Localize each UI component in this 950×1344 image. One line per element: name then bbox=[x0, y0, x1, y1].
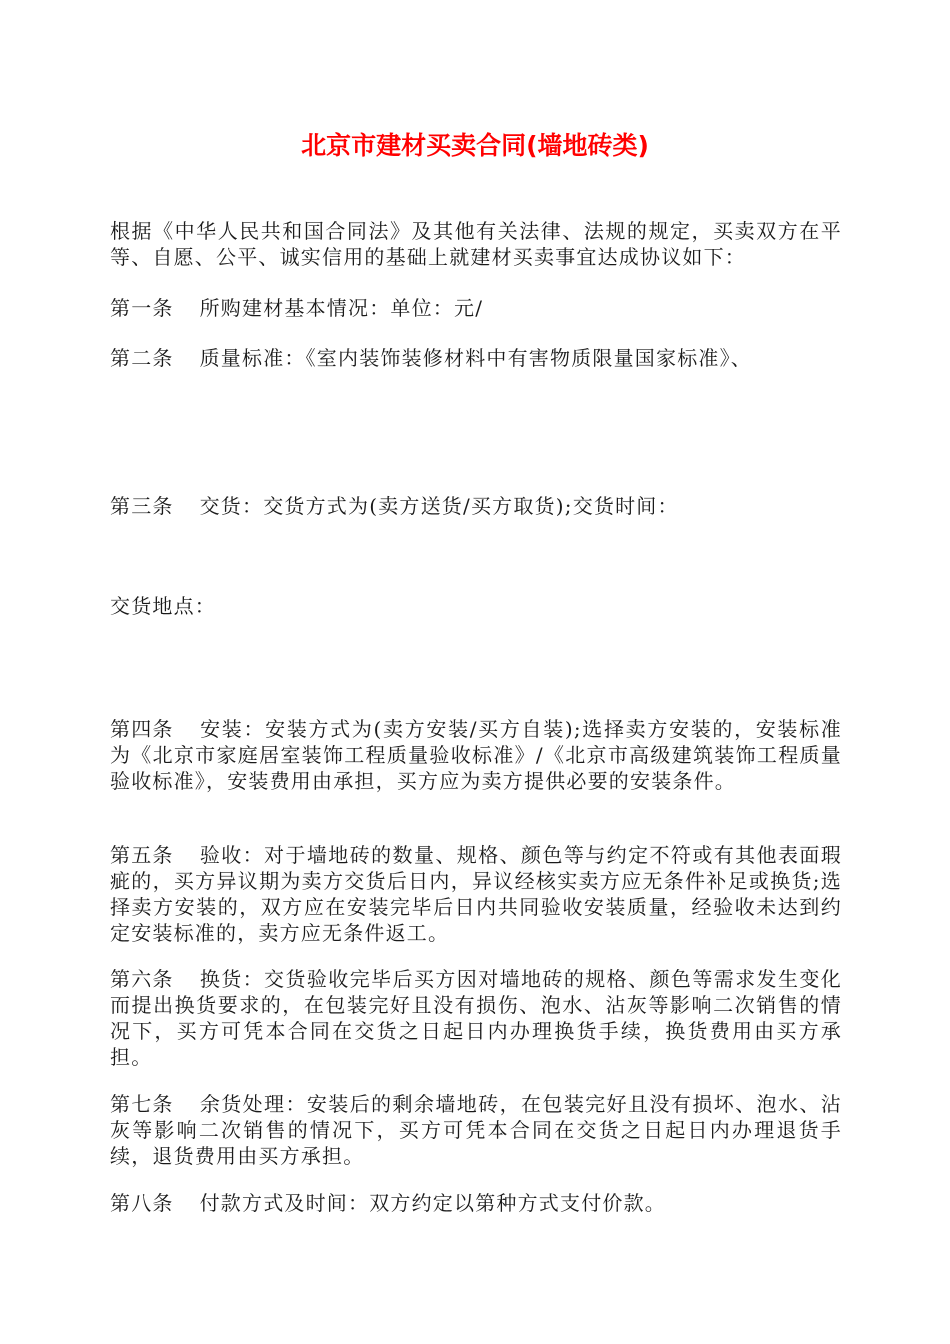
article-6 bbox=[110, 966, 842, 1070]
page-title: 北京市建材买卖合同(墙地砖类) bbox=[301, 131, 649, 160]
article-label: 第三条 bbox=[110, 494, 174, 518]
article-label: 第八条 bbox=[110, 1191, 174, 1215]
article-text: 换货：交货验收完毕后买方因对墙地砖的规格、颜色等需求发生变化而提出换货要求的，在包装完好且没有损伤、泡水、沾灰等影响二次销售的情况下，买方可凭本合同在交货之日起日内办理换货手续，换货费用由买方承担。 bbox=[110, 967, 842, 1069]
article-label: 第七条 bbox=[110, 1092, 174, 1116]
article-3 bbox=[110, 493, 842, 519]
article-text: 所购建材基本情况：单位：元/ bbox=[199, 296, 484, 320]
article-2 bbox=[110, 345, 842, 371]
preamble-paragraph: 根据《中华人民共和国合同法》及其他有关法律、法规的规定，买卖双方在平等、自愿、公平、诚实信用的基础上就建材买卖事宜达成协议如下： bbox=[110, 219, 842, 269]
article-text: 付款方式及时间：双方约定以第种方式支付价款。 bbox=[199, 1191, 667, 1215]
article-7 bbox=[110, 1091, 842, 1169]
article-text: 验收：对于墙地砖的数量、规格、颜色等与约定不符或有其他表面瑕疵的，买方异议期为卖方交货后日内，异议经核实卖方应无条件补足或换货;选择卖方安装的，双方应在安装完毕后日内共同验收安装质量，经验收未达到约定安装标准的，卖方应无条件返工。 bbox=[110, 843, 842, 945]
article-5 bbox=[110, 842, 842, 946]
article-label: 第五条 bbox=[110, 843, 174, 867]
article-label: 第一条 bbox=[110, 296, 174, 320]
delivery-location bbox=[110, 593, 842, 619]
article-4 bbox=[110, 716, 842, 794]
article-text: 交货：交货方式为(卖方送货/买方取货);交货时间： bbox=[199, 494, 679, 518]
article-label: 第六条 bbox=[110, 967, 174, 991]
article-text: 质量标准：《室内装饰装修材料中有害物质限量国家标准》、 bbox=[199, 346, 753, 370]
article-label: 第二条 bbox=[110, 346, 174, 370]
article-label: 第四条 bbox=[110, 717, 174, 741]
article-text: 安装：安装方式为(卖方安装/买方自装);选择卖方安装的，安装标准为《北京市家庭居室装饰工程质量验收标准》/《北京市高级建筑装饰工程质量验收标准》，安装费用由承担，买方应为卖方提供必要的安装条件。 bbox=[110, 717, 842, 793]
article-8 bbox=[110, 1190, 842, 1216]
delivery-location-text: 交货地点： bbox=[110, 594, 216, 618]
article-text: 余货处理：安装后的剩余墙地砖，在包装完好且没有损坏、泡水、沾灰等影响二次销售的情况下，买方可凭本合同在交货之日起日内办理退货手续，退货费用由买方承担。 bbox=[110, 1092, 842, 1168]
article-1 bbox=[110, 295, 842, 321]
